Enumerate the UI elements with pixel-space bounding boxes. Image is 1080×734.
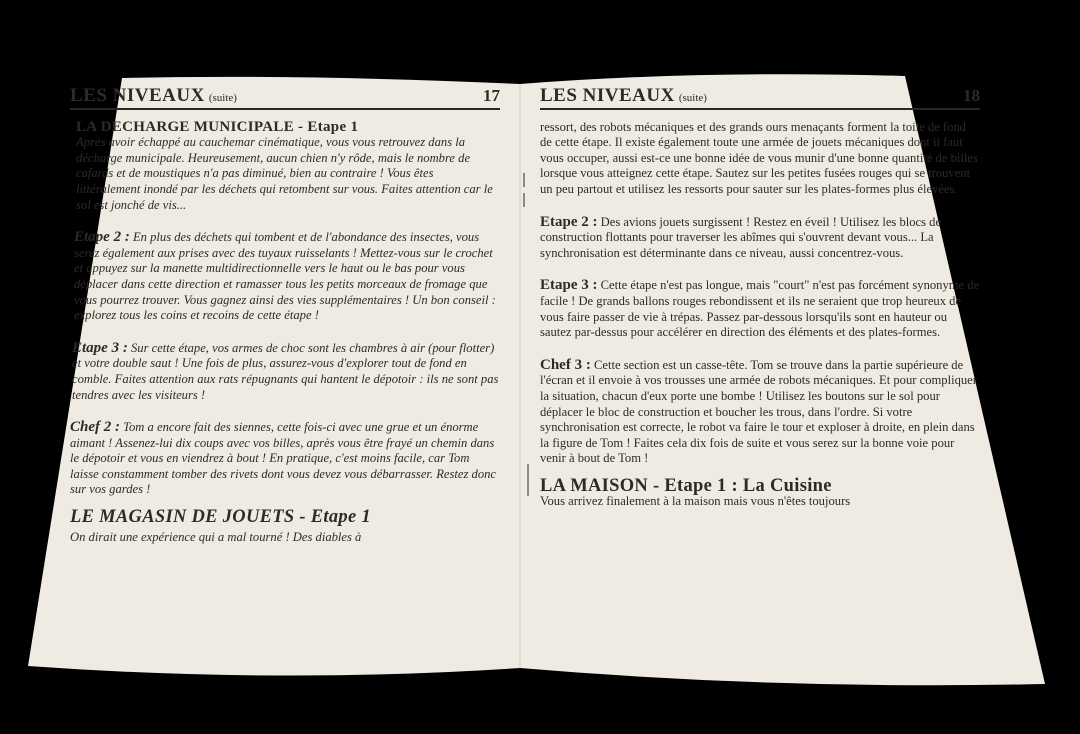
- section-title-maison: LA MAISON - Etape 1 : La Cuisine: [540, 475, 832, 496]
- section-text-maison: Vous arrivez finalement à la maison mais vous n'êtes toujours: [540, 494, 851, 509]
- staple-top-2: [523, 193, 525, 207]
- spacer: [540, 198, 980, 215]
- continued-text: ressort, des robots mécaniques et des grands ours menaçants forment la toile de fond de cette étape. Il existe également toute une armée de jouets mécaniques dont il faut vous occuper, aussi est-ce une bonne idée de vous munir d'une bonne quantité de billes lorsque vous atteignez cette étape. Sautez sur les petites fusées rouges qui se trouvent un peu partout et utilisez les ressorts pour sauter sur les plates-formes plus élevées.: [540, 119, 978, 196]
- etape3-paragraph: [540, 278, 980, 340]
- chef2-paragraph: [70, 420, 500, 498]
- etape3-text: Sur cette étape, vos armes de choc sont les chambres à air (pour flotter) et votre double saut ! Une fois de plus, assurez-vous d'explorer tout de fond en comble. Faites attention aux rats répugnants qui hantent le dépotoir : ils ne sont pas tendres avec les visiteurs !: [72, 340, 499, 402]
- running-head-title-wrap: [70, 85, 237, 107]
- section-title-magasin: LE MAGASIN DE JOUETS - Etape 1: [70, 507, 371, 528]
- section-decharge: [70, 120, 500, 214]
- running-head: [540, 85, 980, 110]
- etape3-lead: Etape 3 :: [540, 277, 598, 294]
- page-18: [540, 85, 980, 510]
- etape2-text: En plus des déchets qui tombent et de l'abondance des insectes, vous serez également aux prises avec des tuyaux ruisselants ! Mettez-vous sur le crochet et appuyez sur la manette multidirectionnelle vers le haut ou le bas pour vous déplacer dans cette direction et ramasser tous les petits morceaux de fromage que vous pourrez trouver. Vous gagnez ainsi des vies supplémentaires ! Un bon conseil : explorez tous les coins et recoins de cette étape !: [74, 230, 496, 323]
- running-head-title: LES NIVEAUX: [540, 85, 675, 106]
- etape2-lead: Etape 2 :: [74, 229, 130, 246]
- spacer: [70, 213, 500, 230]
- spacer: [540, 341, 980, 358]
- staple-bottom: [527, 464, 529, 496]
- section-text: Après avoir échappé au cauchemar cinématique, vous vous retrouvez dans la décharge municipale. Heureusement, aucun chien n'y rôde, mais le nombre de cafards et de moustiques n'a pas diminué, bien au contraire ! Vous êtes littéralement inondé par les déchets qui retombent sur vous. Faites attention car le sol est jonché de vis...: [76, 135, 493, 212]
- etape3-text: Cette étape n'est pas longue, mais "court" n'est pas forcément synonyme de facile ! De grands ballons rouges rebondissent et ils ne seraient que trop heureux de vous faire passer de vie à trépas. Passez par-dessous lorsqu'ils sont en hauteur ou sautez par-dessus pour accélérer en direction des éléments et des plates-formes.: [540, 278, 980, 340]
- etape3-lead: Etape 3 :: [72, 339, 128, 356]
- chef3-lead: Chef 3 :: [540, 356, 591, 373]
- running-head-title-wrap: [540, 85, 707, 107]
- running-head-title: LES NIVEAUX: [70, 85, 205, 106]
- page-number: 17: [483, 86, 500, 105]
- etape2-paragraph: [70, 230, 500, 324]
- etape2-text: Des avions jouets surgissent ! Restez en éveil ! Utilisez les blocs de construction flottants pour traverser les abîmes qui s'ouvrent devant vous... La synchronisation est déterminante dans ce niveau, aussi concentrez-vous.: [540, 214, 942, 260]
- spacer: [70, 403, 500, 420]
- etape2-lead: Etape 2 :: [540, 213, 598, 230]
- spacer: [540, 261, 980, 278]
- running-head: [70, 85, 500, 110]
- section-text-magasin: On dirait une expérience qui a mal tourné ! Des diables à: [70, 529, 362, 544]
- page-number: 18: [963, 86, 980, 105]
- etape3-paragraph: [70, 341, 500, 403]
- etape2-paragraph: [540, 215, 980, 262]
- chef2-lead: Chef 2 :: [70, 419, 120, 436]
- chef3-paragraph: [540, 358, 980, 467]
- running-head-suite: (suite): [208, 92, 237, 104]
- chef2-text: Tom a encore fait des siennes, cette fois-ci avec une grue et un énorme aimant ! Assenez-lui dix coups avec vos billes, après vous être frayé un chemin dans le dépotoir et vous en viendrez à bout ! En pratique, c'est moins facile, car Tom laisse constamment tomber des rivets dont vous devez vous débarrasser. Restez donc sur vos gardes !: [70, 420, 497, 497]
- spacer: [70, 324, 500, 341]
- staple-top: [523, 173, 525, 187]
- page-17: [70, 85, 500, 545]
- chef3-text: Cette section est un casse-tête. Tom se trouve dans la partie supérieure de l'écran et il envoie à vos trousses une armée de robots mécaniques. Et pour compliquer la situation, chacun d'eux porte une bombe ! Utilisez les boutons sur le sol pour déplacer le bloc de construction et boucher les trous, dans l'ordre. Si votre synchronisation est correcte, le robot va faire le tour et exploser à droite, en plein dans la figure de Tom ! Faites cela dix fois de suite et vous serez sur la bonne voie pour venir à bout de Tom !: [540, 357, 977, 466]
- running-head-suite: (suite): [678, 92, 707, 104]
- section-title: LA DECHARGE MUNICIPALE - Etape 1: [76, 118, 359, 135]
